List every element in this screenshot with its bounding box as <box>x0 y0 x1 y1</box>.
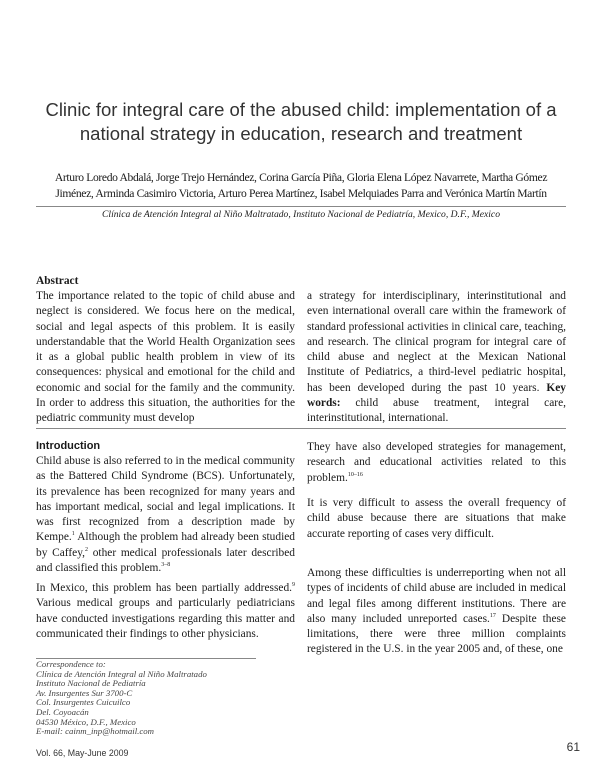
citation-sup: 9 <box>292 582 295 589</box>
abstract-divider <box>36 428 566 429</box>
abstract-left-column: The importance related to the topic of child abuse and neglect is considered. We focus here on the medical, social and legal aspects of this problem. It is easily understandable that the World Health Organization sees it as a global public health problem in view of its consequences: physical and emotional for the child and economic and social for the family and the community. In order to address this situation, the authorities for the pediatric community must develop <box>36 290 295 424</box>
abstract-heading: Abstract <box>36 275 79 287</box>
abstract-right-text: a strategy for interdisciplinary, interinstitutional and even international overall care within the framework of standard professional activities in clinical care, teaching, and research. The clinical program for integral care of child abuse and neglect at the Mexican National Institute of Pediatrics, a third-level pediatric hospital, has been developed during the past 10 years. <box>307 290 566 394</box>
intro-paragraph-4: It is very difficult to assess the overall frequency of child abuse because there are situations that make accurate reporting of cases very difficult. <box>307 497 566 540</box>
journal-footer: Vol. 66, May-June 2009 <box>36 748 129 758</box>
intro-p2-text-a: In Mexico, this problem has been partially addressed. <box>36 582 292 594</box>
intro-p1-text-a: Child abuse is also referred to in the medical community as the Battered Child Syndrome (BCS). Unfortunately, its prevalence has been recognized for many years and has important medical, social and legal implications. It was first recognized from a description made by Kempe. <box>36 455 295 544</box>
citation-sup: 17 <box>489 612 496 619</box>
correspondence-line: 04530 México, D.F., Mexico <box>36 716 136 727</box>
intro-p3-text: They have also developed strategies for management, research and educational activities related to this problem. <box>307 441 566 484</box>
correspondence-email[interactable]: E-mail: cainm_inp@hotmail.com <box>36 726 155 737</box>
intro-paragraph-2 <box>36 581 295 642</box>
citation-sup: 1 <box>71 531 75 538</box>
affiliation: Clínica de Atención Integral al Niño Maltratado, Instituto Nacional de Pediatría, Mexico, D.F., Mexico <box>102 209 500 220</box>
intro-p5-text-a: Among these difficulties is underreporting when not all types of incidents of child abuse are included in medical and legal files among different institutions. There are also many included unreported cases. <box>307 567 566 625</box>
author-list: Arturo Loredo Abdalá, Jorge Trejo Hernández, Corina García Piña, Gloria Elena López Navarrete, Martha Gómez Jiménez, Arminda Casimiro Victoria, Arturo Perea Martínez, Isabel Melquiades Parra and Verónica Martín Martín <box>54 171 548 200</box>
intro-paragraph-1 <box>36 454 295 576</box>
correspondence-line: Col. Insurgentes Cuicuilco <box>36 697 131 708</box>
intro-p1-text-b: Although the problem had already been studied by Caffey, <box>36 531 295 559</box>
correspondence-line: Instituto Nacional de Pediatría <box>36 678 146 689</box>
intro-p5-text-b: Despite these limitations, there were three million complaints registered in the U.S. in the year 2005 and, of these, one <box>307 612 566 656</box>
citation-sup: 2 <box>85 546 88 553</box>
citation-sup: 3–8 <box>161 561 171 568</box>
header-divider <box>36 206 566 207</box>
intro-p1-text-c: other medical professionals later described and classified this problem. <box>36 546 295 574</box>
abstract-right-column <box>307 289 566 426</box>
correspondence-block <box>36 660 296 737</box>
article-title: Clinic for integral care of the abused child: implementation of a national strategy in education, research and treatment <box>45 99 557 144</box>
citation-sup: 10–16 <box>347 471 363 478</box>
intro-paragraph-3 <box>307 440 566 486</box>
intro-paragraph-5 <box>307 566 566 658</box>
keywords-label: Key words: <box>307 381 566 409</box>
keywords-text: child abuse treatment, integral care, interinstitutional, international. <box>307 396 566 424</box>
correspondence-line: Av. Insurgentes Sur 3700-C <box>36 687 133 698</box>
correspondence-line: Clínica de Atención Integral al Niño Maltratado <box>36 668 207 679</box>
page-number: 61 <box>566 740 580 754</box>
correspondence-line: Del. Coyoacán <box>36 706 89 717</box>
introduction-heading: Introduction <box>36 440 101 452</box>
intro-p2-text-b: Various medical groups and particularly pediatricians have conducted investigations regarding this matter and communicated their findings to other physicians. <box>36 597 295 640</box>
correspondence-line: Correspondence to: <box>36 659 106 669</box>
